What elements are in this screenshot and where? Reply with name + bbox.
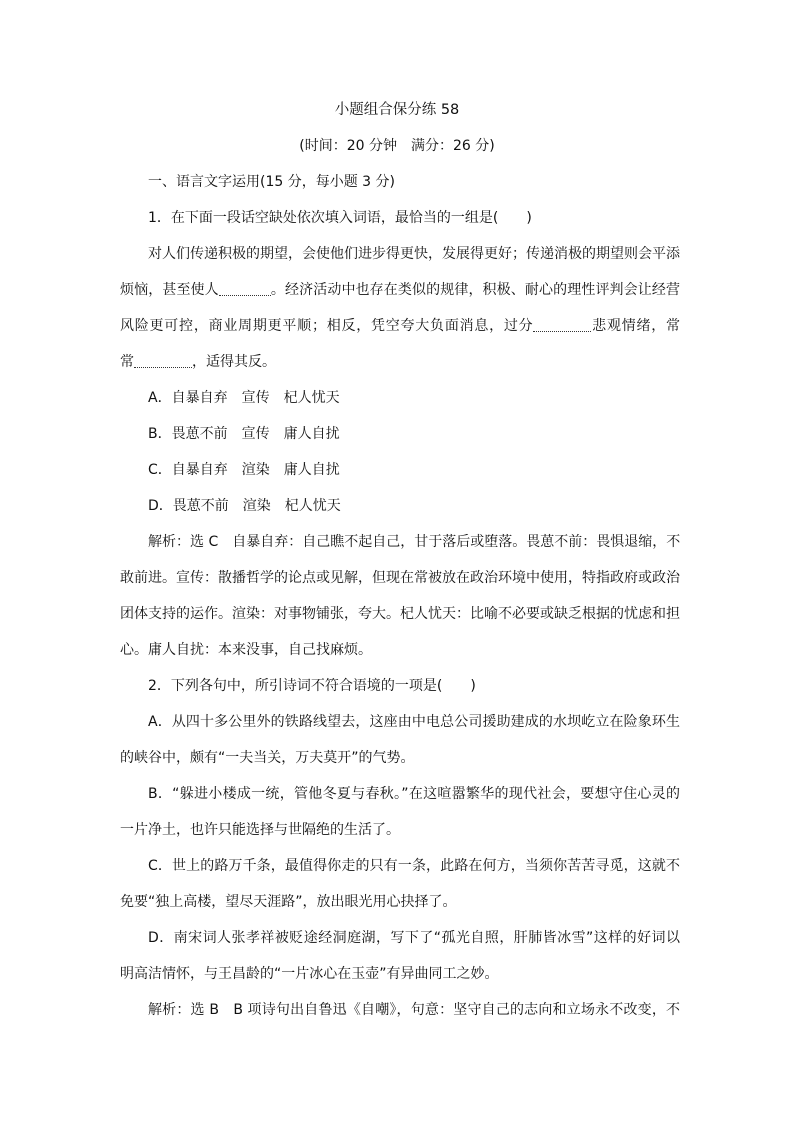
question-1-option-c: C．自暴自弃 渲染 庸人自扰 <box>148 462 340 478</box>
question-1-option-d: D．畏葸不前 渲染 杞人忧天 <box>148 498 341 514</box>
question-2-option-c-line-2: 免要“独上高楼，望尽天涯路”，放出眼光用心抉择了。 <box>120 894 457 910</box>
passage-text: 。经济活动中也存在类似的规律，积极、耐心的理性评判会让经营 <box>270 282 680 298</box>
question-1-option-a: A．自暴自弃 宣传 杞人忧天 <box>148 390 340 406</box>
question-1-passage-line-4 <box>120 352 680 372</box>
page-title: 小题组合保分练 58 <box>334 102 460 118</box>
section-heading: 一、语言文字运用(15 分，每小题 3 分) <box>148 174 395 190</box>
question-2-option-c-line-1: C．世上的路万千条，最值得你走的只有一条，此路在何方，当须你苦苦寻觅，这就不 <box>148 858 680 874</box>
question-1-passage-line-3 <box>120 316 680 336</box>
question-1-passage-line-1: 对人们传递积极的期望，会使他们进步得更快，发展得更好；传递消极的期望则会平添 <box>148 246 680 262</box>
question-2-option-a-line-1: A．从四十多公里外的铁路线望去，这座由中电总公司援助建成的水坝屹立在险象环生 <box>148 714 680 730</box>
question-1-passage-line-2 <box>120 280 680 300</box>
question-2-option-d-line-1: D．南宋词人张孝祥被贬途经洞庭湖，写下了“孤光自照，肝肺皆冰雪”这样的好词以 <box>148 930 680 946</box>
question-2-option-d-line-2: 明高洁情怀，与王昌龄的“一片冰心在玉壶”有异曲同工之妙。 <box>120 966 499 982</box>
exam-meta: (时间：20 分钟 满分：26 分) <box>299 138 495 154</box>
question-1-analysis-line-4: 心。庸人自扰：本来没事，自己找麻烦。 <box>120 642 372 658</box>
question-2-option-b-line-2: 一片净土，也许只能选择与世隔绝的生活了。 <box>120 822 400 838</box>
question-2-analysis-line-1: 解析：选 B B 项诗句出自鲁迅《自嘲》，句意：坚守自己的志向和立场永不改变，不 <box>148 1002 680 1018</box>
passage-text: ，适得其反。 <box>192 354 276 370</box>
question-2-option-b-line-1: B．“躲进小楼成一统，管他冬夏与春秋。”在这喧嚣繁华的现代社会，要想守住心灵的 <box>148 786 680 802</box>
fill-blank-1 <box>219 281 271 296</box>
fill-blank-3 <box>134 353 192 368</box>
passage-text: 常 <box>120 354 134 370</box>
question-1-stem: 1．在下面一段话空缺处依次填入词语，最恰当的一组是( ) <box>148 210 532 226</box>
fill-blank-2 <box>533 317 591 332</box>
question-1-option-b: B．畏葸不前 宣传 庸人自扰 <box>148 426 340 442</box>
question-1-analysis-line-3: 团体支持的运作。渲染：对事物铺张，夸大。杞人忧天：比喻不必要或缺乏根据的忧虑和担 <box>120 606 680 622</box>
passage-text: 悲观情绪，常 <box>591 318 680 334</box>
question-2-stem: 2．下列各句中，所引诗词不符合语境的一项是( ) <box>148 678 476 694</box>
passage-text: 烦恼，甚至使人 <box>120 282 219 298</box>
question-1-analysis-line-1: 解析：选 C 自暴自弃：自己瞧不起自己，甘于落后或堕落。畏葸不前：畏惧退缩，不 <box>148 534 680 550</box>
question-2-option-a-line-2: 的峡谷中，颇有“一夫当关，万夫莫开”的气势。 <box>120 750 415 766</box>
passage-text: 风险更可控，商业周期更平顺；相反，凭空夸大负面消息，过分 <box>120 318 534 334</box>
question-1-analysis-line-2: 敢前进。宣传：散播哲学的论点或见解，但现在常被放在政治环境中使用，特指政府或政治 <box>120 570 680 586</box>
